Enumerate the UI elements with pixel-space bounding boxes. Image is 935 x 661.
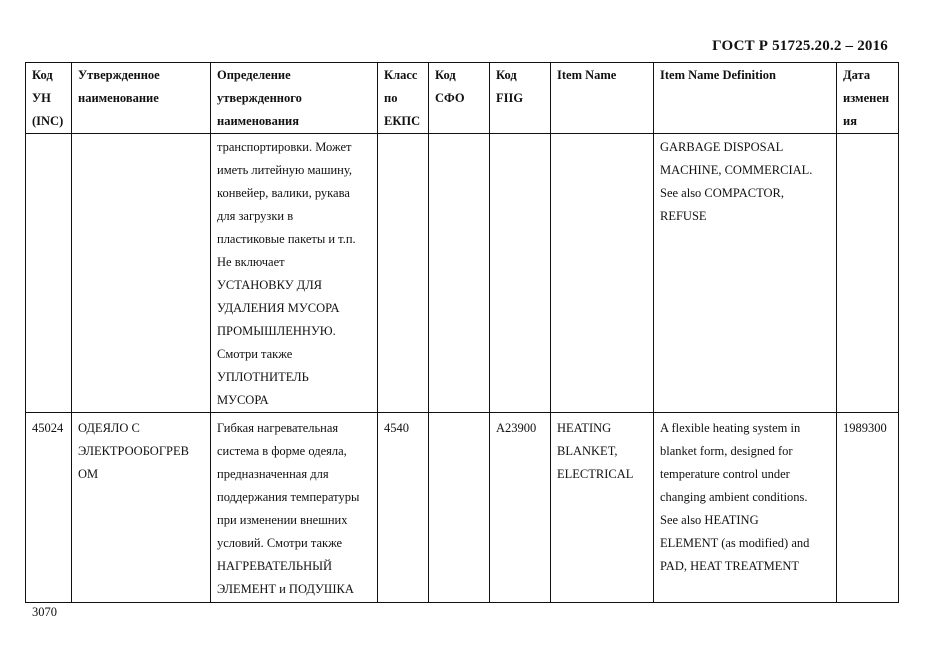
cell-item-name: HEATING BLANKET, ELECTRICAL — [551, 413, 654, 603]
column-header-item-definition: Item Name Definition — [654, 63, 837, 134]
column-header-class: Класс по ЕКПС — [378, 63, 429, 134]
cell-inc — [26, 134, 72, 413]
page-number: 3070 — [32, 605, 57, 619]
document-standard-header: ГОСТ Р 51725.20.2 – 2016 — [712, 38, 888, 54]
cell-date: 1989300 — [837, 413, 899, 603]
table-row — [26, 413, 899, 603]
cell-sfo — [429, 134, 490, 413]
specification-table — [25, 62, 899, 603]
cell-class — [378, 134, 429, 413]
cell-approved-name: ОДЕЯЛО С ЭЛЕКТРООБОГРЕВ ОМ — [72, 413, 211, 603]
table-row — [26, 134, 899, 413]
cell-sfo — [429, 413, 490, 603]
column-header-fiig: Код FIIG — [490, 63, 551, 134]
column-header-sfo: Код СФО — [429, 63, 490, 134]
cell-definition: Гибкая нагревательная система в форме одеяла, предназначенная для поддержания температуры при изменении внешних условий. Смотри также НАГРЕВАТЕЛЬНЫЙ ЭЛЕМЕНТ и ПОДУШКА — [211, 413, 378, 603]
column-header-item-name: Item Name — [551, 63, 654, 134]
column-header-date: Дата изменен ия — [837, 63, 899, 134]
column-header-approved-name: Утвержденное наименование — [72, 63, 211, 134]
column-header-inc: Код УН (INC) — [26, 63, 72, 134]
cell-fiig: A23900 — [490, 413, 551, 603]
cell-item-name — [551, 134, 654, 413]
cell-item-definition: A flexible heating system in blanket form, designed for temperature control under changing ambient conditions. See also HEATING ELEMENT (as modified) and PAD, HEAT TREATMENT — [654, 413, 837, 603]
cell-approved-name — [72, 134, 211, 413]
column-header-definition: Определение утвержденного наименования — [211, 63, 378, 134]
cell-definition: транспортировки. Может иметь литейную машину, конвейер, валики, рукава для загрузки в пластиковые пакеты и т.п. Не включает УСТАНОВКУ ДЛЯ УДАЛЕНИЯ МУСОРА ПРОМЫШЛЕННУЮ. Смотри также УПЛОТНИТЕЛЬ МУСОРА — [211, 134, 378, 413]
cell-class: 4540 — [378, 413, 429, 603]
cell-inc: 45024 — [26, 413, 72, 603]
table-header-row — [26, 63, 899, 134]
cell-fiig — [490, 134, 551, 413]
cell-item-definition: GARBAGE DISPOSAL MACHINE, COMMERCIAL. See also COMPACTOR, REFUSE — [654, 134, 837, 413]
cell-date — [837, 134, 899, 413]
